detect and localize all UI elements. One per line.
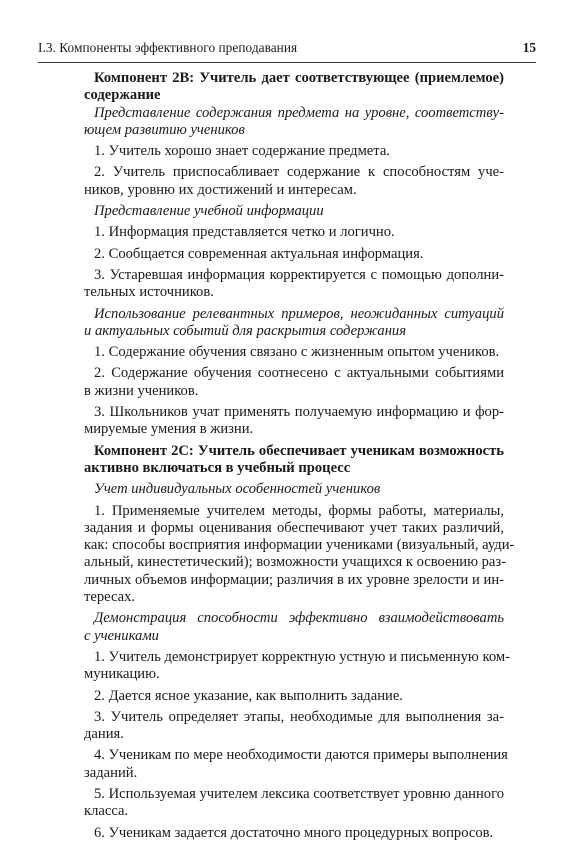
text-line: задания и формы оценивания обеспечивают учет таких различий, bbox=[84, 519, 504, 536]
text-line: ников, уровню их достижений и интересам. bbox=[84, 181, 357, 198]
text-line: как: способы восприятия информации учениками (визуальный, ауди- bbox=[84, 537, 515, 554]
running-header bbox=[38, 40, 536, 60]
subheading-line: Учет индивидуальных особенностей учеников bbox=[94, 481, 381, 498]
text-line: мируемые умения в жизни. bbox=[84, 421, 254, 438]
header-rule bbox=[38, 62, 536, 63]
text-line: 2. Содержание обучения соотнесено с актуальными событиями bbox=[94, 365, 504, 382]
subheading-line: Использование релевантных примеров, неожиданных ситуаций bbox=[94, 305, 504, 322]
section-heading-line: Компонент 2С: Учитель обеспечивает ученикам возможность bbox=[94, 442, 504, 459]
text-line: 1. Учитель хорошо знает содержание предмета. bbox=[94, 143, 390, 160]
section-heading-line: Компонент 2B: Учитель дает соответствующее (приемлемое) bbox=[94, 70, 504, 86]
text-line: 1. Учитель демонстрирует корректную устную и письменную ком- bbox=[94, 648, 510, 665]
text-line: личных объемов информации; различия в их уровне зрелости и ин- bbox=[84, 571, 504, 588]
text-line: 2. Учитель приспосабливает содержание к способностям уче- bbox=[94, 164, 504, 181]
text-line: муникацию. bbox=[84, 666, 160, 683]
text-line: 3. Учитель определяет этапы, необходимые для выполнения за- bbox=[94, 708, 504, 725]
subheading-line: Представление содержания предмета на уровне, соответству- bbox=[94, 104, 504, 121]
text-line: 6. Ученикам задается достаточно много процедурных вопросов. bbox=[94, 824, 494, 841]
text-line: заданий. bbox=[84, 764, 138, 781]
subheading-line: Демонстрация способности эффективно взаимодействовать bbox=[94, 610, 504, 627]
text-line: 5. Используемая учителем лексика соответствует уровню данного bbox=[94, 785, 505, 802]
text-line: 1. Информация представляется четко и логично. bbox=[94, 224, 395, 241]
text-line: 2. Дается ясное указание, как выполнить задание. bbox=[94, 687, 403, 704]
body-text bbox=[84, 70, 515, 842]
page-number: 15 bbox=[522, 40, 536, 55]
text-line: альный, кинестетический); возможности учащихся к освоению раз- bbox=[84, 554, 507, 571]
section-heading-line: содержание bbox=[84, 87, 161, 104]
subheading-line: Представление учебной информации bbox=[94, 203, 324, 220]
text-line: тересах. bbox=[84, 589, 136, 606]
subheading-line: и актуальных событий для раскрытия содержания bbox=[84, 322, 407, 339]
text-line: дания. bbox=[84, 726, 124, 743]
subheading-line: ющем развитию учеников bbox=[84, 121, 245, 138]
running-title: I.3. Компоненты эффективного преподавания bbox=[38, 40, 298, 55]
text-line: класса. bbox=[84, 803, 129, 820]
text-line: 3. Школьников учат применять получаемую информацию и фор- bbox=[94, 404, 504, 421]
section-heading-line: активно включаться в учебный процесс bbox=[84, 459, 351, 476]
text-line: 1. Содержание обучения связано с жизненным опытом учеников. bbox=[94, 344, 500, 361]
text-line: 3. Устаревшая информация корректируется с помощью дополни- bbox=[94, 266, 504, 283]
text-line: тельных источников. bbox=[84, 284, 214, 301]
text-line: 2. Сообщается современная актуальная информация. bbox=[94, 245, 424, 262]
text-line: в жизни учеников. bbox=[84, 382, 199, 399]
subheading-line: с учениками bbox=[84, 627, 159, 644]
text-line: 1. Применяемые учителем методы, формы работы, материалы, bbox=[94, 502, 504, 519]
text-line: 4. Ученикам по мере необходимости даются примеры выполнения bbox=[94, 747, 508, 764]
